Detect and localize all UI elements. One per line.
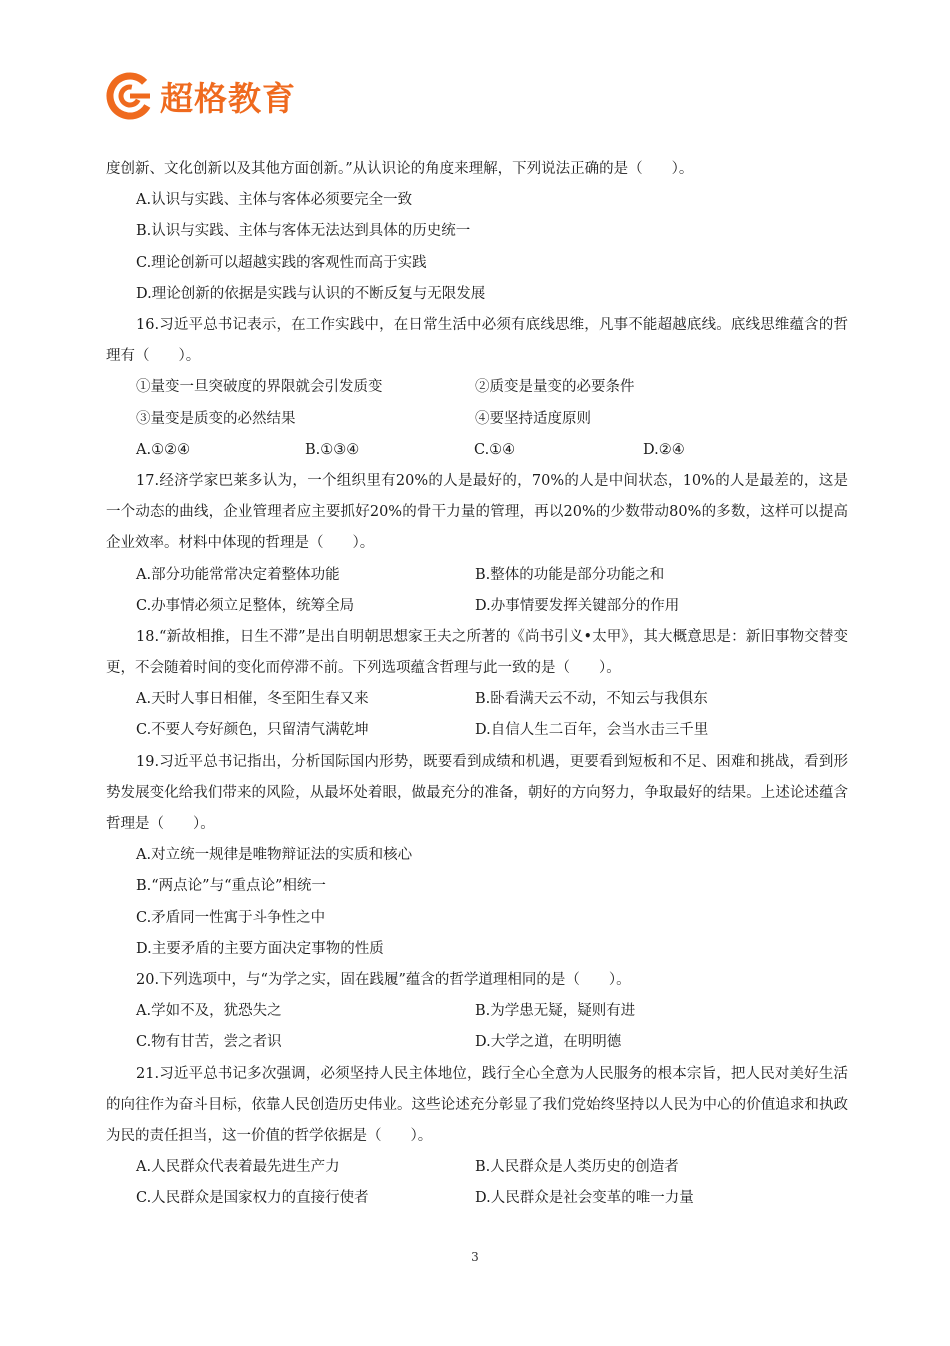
q16-option-d: D.②④ [643,441,685,458]
q18-stem: 18.“新故相推，日生不滞”是出自明朝思想家王夫之所著的《尚书引义•太甲》，其大概意思是：新旧事物交替变更，不会随着时间的变化而停滞不前。下列选项蕴含哲理与此一致的是（ ）。 [106,628,848,677]
q20-option-d: D.大学之道，在明明德 [475,1034,622,1051]
q16-option-c: C.①④ [474,441,516,458]
q20-stem: 20.下列选项中，与“为学之实，固在践履”蕴含的哲学道理相同的是（ ）。 [136,972,631,989]
q16-statement-3: ③量变是质变的必然结果 [136,410,296,427]
q16-statement-2: ②质变是量变的必要条件 [475,379,635,396]
page-content [106,154,848,1215]
q16-stem: 16.习近平总书记表示，在工作实践中，在日常生活中必须有底线思维，凡事不能超越底线。底线思维蕴含的哲理有（ ）。 [106,316,848,365]
q21-option-b: B.人民群众是人类历史的创造者 [475,1159,679,1176]
q17-option-b: B.整体的功能是部分功能之和 [475,566,665,583]
q20-option-b: B.为学患无疑，疑则有进 [475,1003,636,1020]
brand-logo-icon [106,72,154,120]
q20-options-row-1 [106,996,848,1027]
q21-option-d: D.人民群众是社会变革的唯一力量 [475,1190,694,1207]
q21-options-row-2 [106,1183,848,1214]
page-number: 3 [471,1250,479,1264]
q18-option-b: B.卧看满天云不动，不知云与我俱东 [475,691,708,708]
q20-option-a: A.学如不及，犹恐失之 [136,1003,282,1020]
q18-options-row-1 [106,684,848,715]
q17-options-row-2 [106,591,848,622]
q19-option-a: A.对立统一规律是唯物辩证法的实质和核心 [136,847,413,864]
q15-option-b: B.认识与实践、主体与客体无法达到具体的历史统一 [136,223,471,240]
q17-option-c: C.办事情必须立足整体，统筹全局 [136,597,355,614]
q21-options-row-1 [106,1152,848,1183]
q19-stem: 19.习近平总书记指出，分析国际国内形势，既要看到成绩和机遇，更要看到短板和不足、困难和挑战，看到形势发展变化给我们带来的风险，从最坏处着眼，做最充分的准备，朝好的方向努力，争取最好的结果。上述论述蕴含哲理是（ ）。 [106,753,848,833]
q16-statement-4: ④要坚持适度原则 [475,410,591,427]
q16-option-b: B.①③④ [305,441,360,458]
q17-options-row-1 [106,560,848,591]
q19-option-c: C.矛盾同一性寓于斗争性之中 [136,909,326,926]
q19-option-b: B.“两点论”与“重点论”相统一 [136,878,326,895]
q17-option-a: A.部分功能常常决定着整体功能 [136,566,340,583]
q16-statements-row-1 [106,372,848,403]
q21-option-c: C.人民群众是国家权力的直接行使者 [136,1190,369,1207]
q18-option-c: C.不要人夸好颜色，只留清气满乾坤 [136,722,369,739]
brand-logo [106,70,296,122]
q17-stem: 17.经济学家巴莱多认为，一个组织里有20%的人是最好的，70%的人是中间状态，10%的人是最差的，这是一个动态的曲线，企业管理者应主要抓好20%的骨干力量的管理，再以20%的少数带动80%的多数，这样可以提高企业效率。材料中体现的哲理是（ ）。 [106,472,848,552]
q17-option-d: D.办事情要发挥关键部分的作用 [475,597,680,614]
q18-option-a: A.天时人事日相催，冬至阳生春又来 [136,691,369,708]
q15-option-c: C.理论创新可以超越实践的客观性而高于实践 [136,254,427,271]
q18-options-row-2 [106,715,848,746]
q16-statement-1: ①量变一旦突破度的界限就会引发质变 [136,379,383,396]
intro-line: 度创新、文化创新以及其他方面创新。”从认识论的角度来理解，下列说法正确的是（ ）。 [106,161,694,177]
q21-option-a: A.人民群众代表着最先进生产力 [136,1159,340,1176]
q21-stem: 21.习近平总书记多次强调，必须坚持人民主体地位，践行全心全意为人民服务的根本宗旨，把人民对美好生活的向往作为奋斗目标，依靠人民创造历史伟业。这些论述充分彰显了我们党始终坚持以人民为中心的价值追求和执政为民的责任担当，这一价值的哲学依据是（ ）。 [106,1065,848,1145]
q20-options-row-2 [106,1027,848,1058]
q15-option-d: D.理论创新的依据是实践与认识的不断反复与无限发展 [136,285,486,302]
q16-statements-row-2 [106,404,848,435]
q20-option-c: C.物有甘苦，尝之者识 [136,1034,282,1051]
q16-options [106,435,848,466]
q16-option-a: A.①②④ [136,441,191,458]
q18-option-d: D.自信人生二百年，会当水击三千里 [475,722,709,739]
brand-name: 超格教育 [160,78,296,118]
q15-option-a: A.认识与实践、主体与客体必须要完全一致 [136,192,413,209]
q19-option-d: D.主要矛盾的主要方面决定事物的性质 [136,940,384,957]
